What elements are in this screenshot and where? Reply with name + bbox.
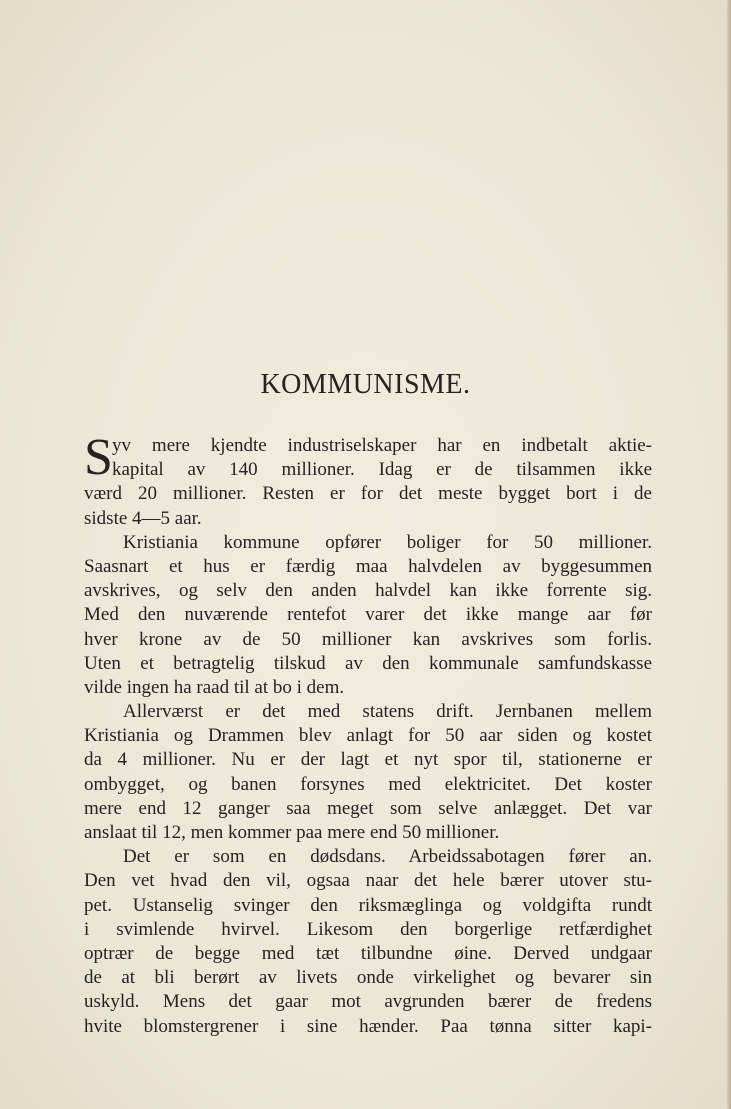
- text-line: optrær de begge med tæt tilbundne øine. Derved undgaar: [84, 942, 652, 964]
- chapter-title: KOMMUNISME.: [260, 369, 471, 400]
- page-edge: [727, 0, 731, 1109]
- text-line: sidste 4—5 aar.: [84, 507, 202, 529]
- text-line: anslaat til 12, men kommer paa mere end 50 millioner.: [84, 822, 500, 843]
- body-text: [84, 429, 652, 1039]
- text-line: vilde ingen ha raad til at bo i dem.: [84, 676, 345, 698]
- text-line: ombygget, og banen forsynes med elektricitet. Det koster: [84, 773, 652, 795]
- paragraph-3: [84, 700, 652, 845]
- drop-cap: S: [84, 429, 113, 486]
- paragraph-4: [84, 845, 652, 1039]
- text-line: mere end 12 ganger saa meget som selve anlægget. Det var: [84, 797, 652, 819]
- text-line: Kristiania og Drammen blev anlagt for 50 aar siden og kostet: [84, 725, 652, 747]
- text-line: Allerværst er det med statens drift. Jernbanen mellem: [123, 701, 652, 723]
- text-line: værd 20 millioner. Resten er for det meste bygget bort i de: [84, 483, 652, 505]
- text-line: Den vet hvad den vil, ogsaa naar det hele bærer utover stu-: [84, 870, 652, 892]
- text-line: avskrives, og selv den anden halvdel kan ikke forrente sig.: [84, 580, 652, 602]
- text-line: Uten et betragtelig tilskud av den kommunale samfundskasse: [84, 652, 652, 674]
- text-line: Det er som en dødsdans. Arbeidssabotagen fører an.: [123, 846, 652, 868]
- text-line: i svimlende hvirvel. Likesom den borgerlige retfærdighet: [84, 918, 652, 940]
- paragraph-2: [84, 531, 652, 700]
- text-line: de at bli berørt av livets onde virkelighet og bevarer sin: [84, 967, 652, 989]
- text-line: Saasnart et hus er færdig maa halvdelen av byggesummen: [84, 555, 652, 577]
- text-line: kapital av 140 millioner. Idag er de tilsammen ikke: [112, 459, 652, 481]
- text-line: Kristiania kommune opfører boliger for 50 millioner.: [123, 531, 652, 553]
- text-line: hvite blomstergrener i sine hænder. Paa tønna sitter kapi-: [84, 1015, 652, 1037]
- text-line: hver krone av de 50 millioner kan avskrives som forlis.: [84, 628, 652, 650]
- text-line: da 4 millioner. Nu er der lagt et nyt spor til, stationerne er: [84, 749, 652, 771]
- text-line: uskyld. Mens det gaar mot avgrunden bærer de fredens: [84, 991, 652, 1013]
- paragraph-1: [84, 429, 652, 531]
- text-line: pet. Ustanselig svinger den riksmæglinga og voldgifta rundt: [84, 894, 652, 916]
- text-line: S yv mere kjendte industriselskaper har en indbetalt aktie-: [84, 429, 652, 486]
- text-line: Med den nuværende rentefot varer det ikke mange aar før: [84, 604, 652, 626]
